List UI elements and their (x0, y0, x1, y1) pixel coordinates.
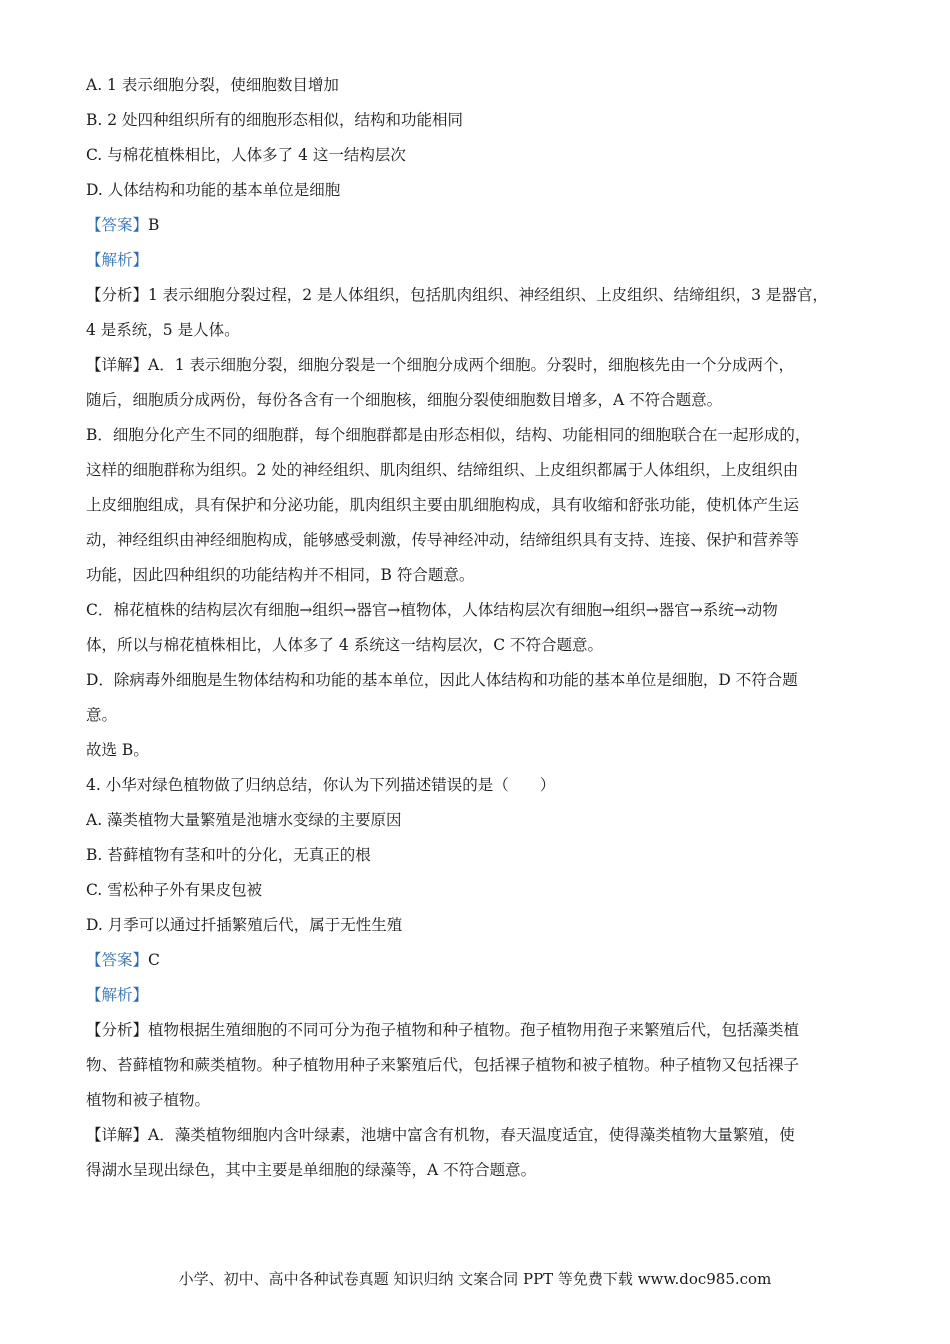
text-line (86, 1153, 871, 1188)
text-line (86, 663, 871, 698)
text-line (86, 348, 871, 383)
line-text: 4. 小华对绿色植物做了归纳总结，你认为下列描述错误的是（ ） (86, 776, 556, 794)
text-line (86, 278, 871, 313)
section-tag: 【答案】 (86, 216, 149, 234)
text-line (86, 208, 871, 243)
text-line (86, 103, 871, 138)
text-line (86, 733, 871, 768)
line-text: 【详解】A．藻类植物细胞内含叶绿素，池塘中富含有机物，春天温度适宜，使得藻类植物大量繁殖，使 (86, 1126, 795, 1144)
line-text: B. 苔藓植物有茎和叶的分化，无真正的根 (86, 846, 371, 864)
line-text: C. 雪松种子外有果皮包被 (86, 881, 263, 899)
text-line (86, 383, 871, 418)
text-line (86, 978, 871, 1013)
line-text: B. 2 处四种组织所有的细胞形态相似，结构和功能相同 (86, 111, 464, 129)
text-line (86, 243, 871, 278)
line-text: 【详解】A．1 表示细胞分裂，细胞分裂是一个细胞分成两个细胞。分裂时，细胞核先由一个分成两个， (86, 356, 794, 374)
text-line (86, 173, 871, 208)
line-text: 动，神经组织由神经细胞构成，能够感受刺激，传导神经冲动，结缔组织具有支持、连接、保护和营养等 (86, 531, 800, 549)
line-text: 故选 B。 (86, 741, 149, 759)
line-text: C. 与棉花植株相比，人体多了 4 这一结构层次 (86, 146, 406, 164)
line-text: B (148, 216, 160, 234)
section-tag: 【解析】 (86, 986, 149, 1004)
text-line (86, 838, 871, 873)
line-text: A. 藻类植物大量繁殖是池塘水变绿的主要原因 (86, 811, 402, 829)
text-line (86, 698, 871, 733)
line-text: 体，所以与棉花植株相比，人体多了 4 系统这一结构层次，C 不符合题意。 (86, 636, 604, 654)
text-line (86, 68, 871, 103)
text-line (86, 768, 871, 803)
line-text: C (148, 951, 160, 969)
line-text: D．除病毒外细胞是生物体结构和功能的基本单位，因此人体结构和功能的基本单位是细胞，D 不符合题 (86, 671, 798, 689)
line-text: B．细胞分化产生不同的细胞群，每个细胞群都是由形态相似，结构、功能相同的细胞联合在一起形成的， (86, 426, 811, 444)
text-line (86, 418, 871, 453)
text-line (86, 488, 871, 523)
line-text: 【分析】植物根据生殖细胞的不同可分为孢子植物和种子植物。孢子植物用孢子来繁殖后代，包括藻类植 (86, 1021, 800, 1039)
page-footer: 小学、初中、高中各种试卷真题 知识归纳 文案合同 PPT 等免费下载 www.doc985.com (178, 1270, 772, 1288)
line-text: A. 1 表示细胞分裂，使细胞数目增加 (86, 76, 339, 94)
line-text: 植物和被子植物。 (86, 1091, 211, 1109)
text-line (86, 1083, 871, 1118)
document-body (86, 68, 871, 1188)
line-text: D. 月季可以通过扦插繁殖后代，属于无性生殖 (86, 916, 403, 934)
line-text: 得湖水呈现出绿色，其中主要是单细胞的绿藻等，A 不符合题意。 (86, 1161, 537, 1179)
line-text: C．棉花植株的结构层次有细胞→组织→器官→植物体，人体结构层次有细胞→组织→器官→系统→动物 (86, 601, 778, 619)
text-line (86, 523, 871, 558)
text-line (86, 943, 871, 978)
line-text: D. 人体结构和功能的基本单位是细胞 (86, 181, 341, 199)
line-text: 功能，因此四种组织的功能结构并不相同，B 符合题意。 (86, 566, 475, 584)
text-line (86, 453, 871, 488)
text-line (86, 558, 871, 593)
text-line (86, 628, 871, 663)
line-text: 4 是系统，5 是人体。 (86, 321, 240, 339)
text-line (86, 593, 871, 628)
line-text: 上皮细胞组成，具有保护和分泌功能，肌肉组织主要由肌细胞构成，具有收缩和舒张功能，使机体产生运 (86, 496, 800, 514)
line-text: 意。 (86, 706, 118, 724)
line-text: 物、苔藓植物和蕨类植物。种子植物用种子来繁殖后代，包括裸子植物和被子植物。种子植物又包括裸子 (86, 1056, 800, 1074)
text-line (86, 873, 871, 908)
text-line (86, 1118, 871, 1153)
section-tag: 【解析】 (86, 251, 149, 269)
text-line (86, 908, 871, 943)
text-line (86, 1013, 871, 1048)
text-line (86, 1048, 871, 1083)
line-text: 【分析】1 表示细胞分裂过程，2 是人体组织，包括肌肉组织、神经组织、上皮组织、结缔组织，3 是器官， (86, 286, 828, 304)
text-line (86, 803, 871, 838)
section-tag: 【答案】 (86, 951, 149, 969)
text-line (86, 313, 871, 348)
line-text: 随后，细胞质分成两份，每份各含有一个细胞核，细胞分裂使细胞数目增多，A 不符合题意。 (86, 391, 723, 409)
line-text: 这样的细胞群称为组织。2 处的神经组织、肌肉组织、结缔组织、上皮组织都属于人体组织，上皮组织由 (86, 461, 799, 479)
text-line (86, 138, 871, 173)
